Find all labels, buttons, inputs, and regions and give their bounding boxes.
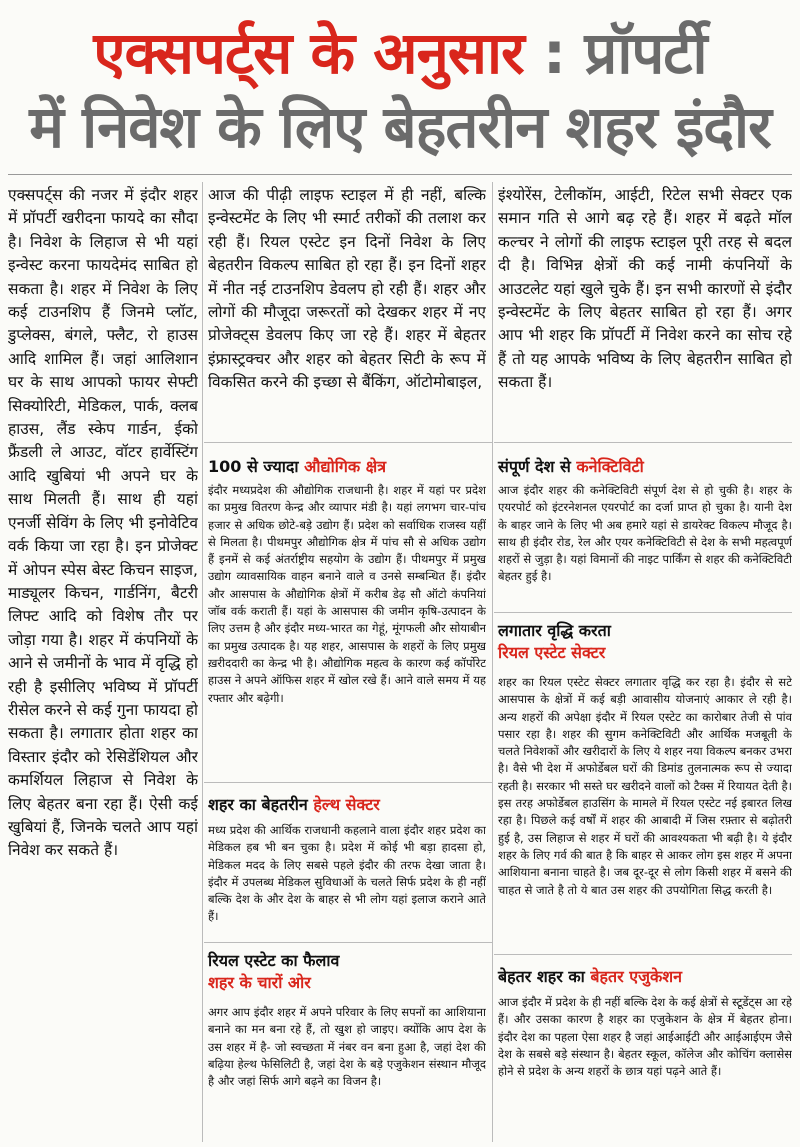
left-column-text: एक्सपर्ट्स की नजर में इंदौर शहर में प्रॉपर्टी खरीदना फायदे का सौदा है। निवेश के लिहाज से भी यहां इन्वेस्ट करना फायदेमंद साबित हो सकता है। शहर में निवेश के लिए कई टाउनशिप हैं जिनमे प्लॉट, डुप्लेक्स, बंगले, फ्लैट, रो हाउस आदि शामिल हैं। जहां आलिशान घर के साथ आपको फायर सेफ्टी सिक्योरिटी, मेडिकल, पार्क, क्लब हाउस, लैंड स्केप गार्डन, ईको फ्रैंडली ले आउट, वॉटर हार्वेस्टिंग आदि खुबियां भी अपने घर के साथ मिलती हैं। साथ ही यहां एनर्जी सेविंग के लिए भी इनोवेटिव वर्क किया जा रहा है। इन प्रोजेक्ट में ओपन स्पेस बेस्ट किचन साइज, माड्यूलर किचन, गार्डनिंग, बैटरी लिफ्ट आदि को विशेष तौर पर जोड़ा गया है। शहर में कंपनियों के आने से जमीनों के भाव में वृद्धि हो रही है इसीलिए भविष्य में प्रॉपर्टी रीसेल करने से कई गुना फायदा हो सकता है। लगातार होता शहर का विस्तार इंदौर को रेसिडेंशियल और कमर्शियल लिहाज से निवेश के लिए बेहतर बना रहा हैं। ऐसी कई खुबियां हैं, जिनके चलते आप यहां निवेश कर सकते हैं। [8, 186, 198, 860]
headline-separator: : [523, 19, 585, 87]
health-section [208, 822, 486, 942]
education-text: आज इंदौर में प्रदेश के ही नहीं बल्कि देश के कई क्षेत्रों से स्टूडेंट्स आ रहे हैं। और उसका कारण है शहर का एजुकेशन के क्षेत्र में बेहतर होना। इंदौर देश का पहला ऐसा शहर है जहां आईआईटी और आईआईएम जैसे देश के सबसे बड़े संस्थान है। बेहतर स्कूल, कॉलेज और कोचिंग क्लासेस होने से प्रदेश के अन्य शहरों के छात्र यहां पढ़ने आते हैं। [498, 995, 792, 1079]
industrial-section [208, 482, 486, 782]
headline-red-part: एक्सपर्ट्स के अनुसार [93, 19, 524, 87]
middle-divider-2 [204, 782, 492, 783]
industrial-text: इंदौर मध्यप्रदेश की औद्योगिक राजधानी है। शहर में यहां पर प्रदेश का प्रमुख वितरण केन्द्र और व्यापार मंडी है। यहां लगभग चार-पांच हजार से अधिक छोटे-बड़े उद्योग हैं। प्रदेश को सर्वाधिक राजस्व यहीं से मिलता है। पीथमपुर औद्योगिक क्षेत्र में पांच सौ से अधिक उद्योग हैं इनमें से कई अंतर्राष्ट्रीय सहयोग के उद्योग हैं। पीथमपुर में प्रमुख उद्योग व्यावसायिक वाहन बनाने वाले व उनसे सम्बन्धित हैं। इंदौर और आसपास के औद्योगिक क्षेत्रों में करीब डेढ़ सौ ऑटो कंपनियां जॉब वर्क कराती हैं। यहां के आसपास की जमीन कृषि-उत्पादन के लिए उत्तम है और इंदौर मध्य-भारत का गेहूं, मूंगफली और सोयाबीन का प्रमुख उत्पादक है। यह शहर, आसपास के शहरों के लिए प्रमुख ख़रीददारी का केन्द्र भी है। औद्योगिक महत्व के कारण कई कॉर्पोरेट हाउस ने अपने ऑफिस शहर में खोल रखे हैं। आने वाले समय में यह रफ्तार और बढ़ेगी। [208, 483, 486, 705]
right-top-text: इंश्योरेंस, टेलीकॉम, आईटी, रिटेल सभी सेक्टर एक समान गति से आगे बढ़ रहे हैं। शहर में बढ़ते मॉल कल्चर ने लोगों की लाइफ स्टाइल पूरी तरह से बदल दी है। विभिन्न क्षेत्रों की कई नामी कंपनियों के आउटलेट यहां खुले चुके हैं। इन सभी कारणों से इंदौर इन्वेस्टमेंट के लिए बेहतर साबित हो रहा हैं। अगर आप भी शहर कि प्रॉपर्टी में निवेश करने का सोच रहे हैं तो यह आपके भविष्य के लिए बेहतरीन साबित हो सकता हैं। [498, 186, 792, 392]
growth-title-highlight: रियल एस्टेट सेक्टर [498, 643, 606, 662]
headline-rule [8, 174, 792, 175]
middle-top-text: आज की पीढ़ी लाइफ स्टाइल में ही नहीं, बल्कि इन्वेस्टमेंट के लिए भी स्मार्ट तरीकों की तलाश कर रही हैं। रियल एस्टेट इन दिनों निवेश के लिए बेहतरीन विकल्प साबित हो रहा हैं। इन दिनों शहर में नीत नई टाउनशिप डेवलप हो रही हैं। शहर और लोगों की मौजूदा जरूरतों को देखकर शहर में नए प्रोजेक्ट्स डेवलप किए जा रहे हैं। शहर में बेहतर इंफ्रास्ट्रक्चर और शहर को बेहतर सिटी के रूप में विकसित करने की इच्छा से बैंकिंग, ऑटोमोबाइल, [208, 186, 486, 392]
health-title-highlight: हेल्थ सेक्टर [313, 795, 380, 814]
middle-divider-3 [204, 942, 492, 943]
connectivity-title-highlight: कनेक्टिविटी [576, 457, 644, 476]
growth-text: शहर का रियल एस्टेट सेक्टर लगातार वृद्धि कर रहा है। इंदौर से सटे आसपास के क्षेत्रों में कई बड़ी आवासीय योजनाएं आकार ले रही है। अन्य शहरों की अपेक्षा इंदौर में रियल एस्टेट का कारोबार तेजी से पांव पसार रहा है। शहर की सुगम कनेक्टिविटी और आर्थिक मजबूती के चलते निवेशकों और खरीदारों के लिए ये शहर नया विकल्प बनकर उभरा है। वैसे भी देश में अफोर्डेबल घरों की डिमांड तुलनात्मक रूप से ज्यादा रहती है। सरकार भी सस्ते घर खरीदने वालों को टैक्स में रियायत देती है। इस तरह अफोर्डेबल हाउसिंग के मामले में रियल एस्टेट नई इबारत लिख रहा है। पिछले कई वर्षों में शहर की आबादी में जिस रफ़्तार से बढ़ोतरी हुई है, उस लिहाज से शहर में घरों की आवश्यकता भी बढ़ी है। ये इंदौर शहर के लिए गर्व की बात है कि बाहर से आकर लोग इस शहर में अपना आशियाना बनाना चाहते है। जब दूर-दूर से लोग किसी शहर में बसने की चाहत से जाते है तो ये बात उस शहर की उपयोगिता सिद्ध करती है। [498, 675, 792, 897]
right-divider-3 [494, 954, 792, 955]
education-title-highlight: बेहतर एजुकेशन [590, 967, 682, 986]
growth-title: लगातार वृद्धि करता रियल एस्टेट सेक्टर [498, 621, 611, 662]
right-top-column [498, 184, 792, 436]
column-divider-right [492, 182, 493, 1142]
right-divider-1 [494, 442, 792, 443]
headline-gray-part: प्रॉपर्टी [584, 19, 707, 87]
expansion-text: अगर आप इंदौर शहर में अपने परिवार के लिए सपनों का आशियाना बनाने का मन बना रहे हैं, तो खुश हो जाइए। क्योंकि आप देश के उस शहर में है- जो स्वच्छता में नंबर वन बना हुआ है, जहां देश की बढ़िया हेल्थ फेसिलिटी है, जहां देश के बड़े एजुकेशन संस्थान मौजूद है और जहां सिर्फ आगे बढ़ने का विजन है। [208, 1005, 486, 1089]
connectivity-text: आज इंदौर शहर की कनेक्टिविटी संपूर्ण देश से हो चुकी है। शहर के एयरपोर्ट को इंटरनेशनल एयरपोर्ट का दर्जा प्राप्त हो चुका है। यानी देश के बाहर जाने के लिए भी अब हमारे यहां से डायरेक्ट विकल्प मौजूद है। साथ ही इंदौर रोड, रेल और एयर कनेक्टिविटी से देश के सभी महत्वपूर्ण शहरों से जुड़ा है। यहां विमानों की नाइट पार्किंग से शहर की कनेक्टिविटी बेहतर हुई है। [498, 483, 792, 584]
headline [0, 0, 800, 162]
column-divider-left [202, 182, 203, 1142]
education-title: बेहतर शहर का बेहतर एजुकेशन [498, 967, 682, 986]
industrial-title-highlight: औद्योगिक क्षेत्र [304, 457, 387, 476]
health-title: शहर का बेहतरीन हेल्थ सेक्टर [208, 795, 380, 814]
middle-divider-1 [204, 442, 492, 443]
connectivity-title: संपूर्ण देश से कनेक्टिविटी [498, 457, 644, 476]
health-text: मध्य प्रदेश की आर्थिक राजधानी कहलाने वाला इंदौर शहर प्रदेश का मेडिकल हब भी बन चुका है। प्रदेश में कोई भी बड़ा हादसा हो, मेडिकल मदद के लिए सबसे पहले इंदौर की तरफ देखा जाता है। इंदौर में उपलब्ध मेडिकल सुविधाओं के चलते सिर्फ प्रदेश के ही नहीं बल्कि देश के और देश के बाहर से भी लोग यहां इलाज कराने आते हैं। [208, 823, 486, 924]
expansion-title: रियल एस्टेट का फैलाव शहर के चारों ओर [208, 951, 340, 992]
left-column [8, 184, 198, 1134]
connectivity-section [498, 482, 792, 610]
headline-line2: में निवेश के लिए बेहतरीन शहर इंदौर [29, 93, 771, 161]
growth-section [498, 674, 792, 954]
industrial-title: 100 से ज्यादा औद्योगिक क्षेत्र [208, 457, 387, 476]
expansion-title-highlight: शहर के चारों ओर [208, 973, 311, 992]
right-divider-2 [494, 612, 792, 613]
headline-line1 [0, 18, 800, 88]
education-section [498, 994, 792, 1142]
expansion-section [208, 1004, 486, 1142]
middle-top-column [208, 184, 486, 436]
